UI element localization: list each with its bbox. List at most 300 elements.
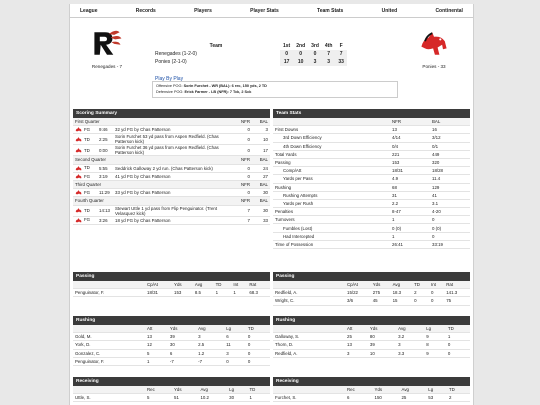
team-stat-label: 4th Down Efficiency: [273, 142, 390, 150]
player-stat: 0: [429, 297, 444, 305]
score-bal: 10: [252, 134, 270, 145]
team-stat-nfr: 0/4: [390, 142, 430, 150]
player-stat: 75: [444, 297, 470, 305]
players-of-game: [152, 81, 398, 98]
column-header: Int: [231, 281, 247, 289]
scoreboard: [70, 18, 473, 90]
scoring-play-row: [73, 205, 270, 216]
ponies-logo-icon: [75, 174, 82, 179]
column-header: Lg: [227, 386, 247, 394]
team-stat-bal: 33:19: [430, 240, 470, 248]
player-stat: 150: [373, 394, 400, 402]
play-description: Seddrick Galloway 2 yd run. (Chas Patterson kick): [113, 164, 236, 172]
team-stats-table: [273, 118, 470, 249]
column-header: Int: [429, 281, 444, 289]
column-header: Rat: [247, 281, 270, 289]
player-stat: 51: [172, 394, 198, 402]
rushing-left: [73, 316, 270, 366]
team-stat-nfr: 1: [390, 232, 430, 240]
rushing-right-title: Rushing: [273, 316, 470, 325]
scoring-play-row: [73, 126, 270, 134]
quarter-row: [73, 156, 270, 164]
team-stats-row: [273, 191, 470, 199]
player-stat: 8: [424, 341, 446, 349]
score-bal: 17: [252, 145, 270, 156]
player-table-header: [273, 386, 470, 394]
ponies-logo-icon: [416, 25, 452, 61]
receiving-left-title: Receiving: [73, 377, 270, 386]
player-stat: 12: [145, 341, 168, 349]
nav-united[interactable]: United: [381, 8, 398, 14]
team-stat-nfr: 0 (0): [390, 224, 430, 232]
ponies-logo-icon: [75, 190, 82, 195]
nav-records[interactable]: Records: [135, 8, 156, 14]
score-bal: 27: [252, 172, 270, 180]
player-stat: 1.2: [196, 349, 224, 357]
play-time: 3:19: [97, 172, 113, 180]
team-stat-label: Fumbles (Lost): [273, 224, 390, 232]
column-header: Rec: [345, 386, 373, 394]
score-nfr: 0: [236, 164, 252, 172]
column-header: Avg: [193, 281, 214, 289]
scoring-table: [73, 118, 270, 225]
team-stats-row: [273, 158, 470, 166]
quarter-col-a: NFR: [236, 197, 252, 205]
receiving-right: [273, 377, 470, 402]
column-header: Lg: [424, 325, 446, 333]
player-stat: 9: [424, 349, 446, 357]
linescore-team: Renegades (1-2-0): [155, 51, 197, 57]
player-stat: 2.5: [196, 341, 224, 349]
play-time: 0:00: [97, 145, 113, 156]
team-stat-nfr: 13: [390, 126, 430, 134]
player-table-header: [73, 325, 270, 333]
team-stats-row: [273, 134, 470, 142]
player-table-header: [73, 386, 270, 394]
play-type: FG: [84, 217, 91, 223]
play-by-play-link[interactable]: Play By Play: [155, 76, 184, 82]
play-type-cell: [73, 126, 97, 134]
page: [69, 4, 474, 405]
play-type-cell: [73, 172, 97, 180]
score-nfr: 0: [236, 189, 252, 197]
column-header: Avg: [198, 386, 227, 394]
player-name[interactable]: York, D.: [73, 341, 145, 349]
team-stats-bal-header: BAL: [430, 118, 470, 126]
player-header: [73, 325, 145, 333]
passing-left: [73, 272, 270, 297]
player-name[interactable]: Redfield, A.: [273, 349, 345, 357]
team-stat-bal: 449: [430, 150, 470, 158]
column-header: Avg: [396, 325, 424, 333]
player-header: [73, 281, 145, 289]
column-header: Yds: [172, 281, 193, 289]
column-header: TD: [214, 281, 232, 289]
player-stat: 1: [145, 357, 168, 365]
team-stat-bal: 18/28: [430, 167, 470, 175]
team-stats-label-header: [273, 118, 390, 126]
player-stat: 0: [224, 357, 246, 365]
player-stat: 0: [246, 333, 270, 341]
column-header: Lg: [426, 386, 447, 394]
passing-right-table: [273, 281, 470, 306]
player-stat: 18.3: [391, 289, 413, 297]
quarter-col-a: NFR: [236, 156, 252, 164]
player-stat: 8.5: [193, 289, 214, 297]
linescore-team: Ponies (2-1-0): [155, 59, 187, 65]
home-team: [82, 22, 132, 69]
team-stat-label: Total Yards: [273, 150, 390, 158]
player-stat: 13: [345, 341, 368, 349]
player-table-header: [273, 325, 470, 333]
ponies-logo-icon: [75, 208, 82, 213]
player-stat: 3: [396, 341, 424, 349]
player-name[interactable]: Redfield, A.: [273, 289, 345, 297]
column-header: Att: [145, 325, 168, 333]
passing-left-table: [73, 281, 270, 297]
linescore-final-header: F: [339, 43, 343, 49]
play-type-cell: [73, 216, 97, 224]
linescore-cell: 10: [293, 58, 308, 66]
player-stat: 6: [345, 394, 373, 402]
column-header: Yds: [168, 325, 196, 333]
play-type: TD: [84, 136, 90, 142]
player-name[interactable]: Thorn, D.: [273, 341, 345, 349]
play-type: FG: [84, 173, 91, 179]
renegades-logo-icon: [89, 25, 125, 61]
play-time: 14:13: [97, 205, 113, 216]
player-stat: 3: [196, 333, 224, 341]
rushing-right-table: [273, 325, 470, 358]
team-stat-bal: 0/1: [430, 142, 470, 150]
team-stat-label: Turnovers: [273, 216, 390, 224]
linescore-row: [152, 50, 347, 58]
play-time: 11:29: [97, 189, 113, 197]
team-stat-label: Passing: [273, 158, 390, 166]
linescore-q2-header: 2nd: [296, 43, 306, 49]
score-nfr: 0: [236, 172, 252, 180]
player-table-header: [273, 281, 470, 289]
play-type-cell: [73, 164, 97, 172]
player-stat: 39: [368, 341, 396, 349]
score-nfr: 0: [236, 145, 252, 156]
linescore-cell: 17: [280, 58, 293, 66]
player-stat: 3/6: [345, 297, 371, 305]
rushing-right: [273, 316, 470, 358]
linescore-cell: 0: [293, 50, 308, 58]
team-stat-bal: 0: [430, 216, 470, 224]
receiving-left: [73, 377, 270, 402]
player-name[interactable]: Gold, M.: [73, 333, 145, 341]
player-stat: 1: [214, 289, 232, 297]
linescore-cell: 33: [335, 58, 347, 66]
quarter-row: [73, 197, 270, 205]
ponies-logo-icon: [75, 166, 82, 171]
receiving-right-title: Receiving: [273, 377, 470, 386]
player-stat: 45: [371, 297, 391, 305]
player-name[interactable]: Wright, C.: [273, 297, 345, 305]
score-nfr: 0: [236, 134, 252, 145]
score-nfr: 7: [236, 216, 252, 224]
team-stats-row: [273, 150, 470, 158]
player-stat: 68.3: [247, 289, 270, 297]
team-stat-nfr: 8-47: [390, 208, 430, 216]
play-type: TD: [84, 207, 90, 213]
nav-league[interactable]: League: [80, 8, 98, 14]
player-header: [273, 325, 345, 333]
quarter-label: Fourth Quarter: [73, 197, 236, 205]
team-stat-bal: 41: [430, 191, 470, 199]
player-table-header: [73, 281, 270, 289]
player-stat: 275: [371, 289, 391, 297]
scoring-summary-title: Scoring Summary: [73, 109, 270, 118]
play-description: 18 yd FG by Chas Patterson: [113, 216, 236, 224]
quarter-label: Second Quarter: [73, 156, 236, 164]
team-stats-row: [273, 232, 470, 240]
player-stat: 15: [391, 297, 413, 305]
team-stat-bal: 16: [430, 126, 470, 134]
play-type: TD: [84, 165, 90, 171]
play-description: 32 yd FG by Chas Patterson: [113, 126, 236, 134]
player-stat: 0: [446, 341, 470, 349]
player-row: [73, 289, 270, 297]
team-stat-bal: 3/12: [430, 134, 470, 142]
ponies-logo-icon: [75, 218, 82, 223]
team-stats-row: [273, 208, 470, 216]
column-header: Rec: [145, 386, 172, 394]
nav-continental[interactable]: Continental: [435, 8, 463, 14]
linescore-q3-header: 3rd: [311, 43, 319, 49]
away-team: [409, 22, 459, 69]
player-header: [273, 386, 345, 394]
score-nfr: 7: [236, 205, 252, 216]
team-stat-nfr: 153: [390, 158, 430, 166]
player-row: [273, 289, 470, 297]
team-stat-nfr: 221: [390, 150, 430, 158]
column-header: Cp/At: [345, 281, 371, 289]
player-row: [73, 341, 270, 349]
play-time: 2:25: [97, 134, 113, 145]
team-stats-row: [273, 183, 470, 191]
team-stat-label: First Downs: [273, 126, 390, 134]
player-name[interactable]: Uttle, S.: [73, 394, 145, 402]
player-header: [273, 281, 345, 289]
quarter-label: First Quarter: [73, 118, 236, 126]
player-stat: 6: [168, 349, 196, 357]
linescore-header: [152, 42, 347, 50]
rushing-left-table: [73, 325, 270, 366]
team-stat-bal: 320: [430, 158, 470, 166]
linescore-q1-header: 1st: [283, 43, 291, 49]
team-stat-nfr: 18/31: [390, 167, 430, 175]
player-row: [73, 357, 270, 365]
quarter-col-a: NFR: [236, 180, 252, 188]
team-stat-bal: 129: [430, 183, 470, 191]
quarter-col-a: NFR: [236, 118, 252, 126]
team-stat-nfr: 1: [390, 216, 430, 224]
column-header: TD: [447, 386, 470, 394]
team-stat-label: Rushing: [273, 183, 390, 191]
linescore-q4-header: 4th: [324, 43, 333, 49]
column-header: TD: [247, 386, 270, 394]
player-stat: 25: [399, 394, 426, 402]
column-header: Yds: [371, 281, 391, 289]
team-stat-label: Comp/Att: [273, 167, 390, 175]
play-type-cell: [73, 205, 97, 216]
team-stat-label: Had Intercepted: [273, 232, 390, 240]
away-team-name: Ponies - 33: [422, 64, 446, 69]
score-bal: 30: [252, 189, 270, 197]
column-header: Att: [345, 325, 368, 333]
player-stat: 6: [224, 333, 246, 341]
player-row: [273, 341, 470, 349]
player-stat: 153: [172, 289, 193, 297]
team-stat-nfr: 68: [390, 183, 430, 191]
score-bal: 24: [252, 164, 270, 172]
player-stat: 39: [168, 333, 196, 341]
team-stat-bal: 0 (0): [430, 224, 470, 232]
column-header: Yds: [373, 386, 400, 394]
quarter-col-b: BAL: [252, 118, 270, 126]
linescore-team-header: Team: [209, 43, 223, 49]
scoring-play-row: [73, 172, 270, 180]
player-stat: -7: [168, 357, 196, 365]
player-stat: 3: [345, 349, 368, 357]
quarter-label: Third Quarter: [73, 180, 236, 188]
play-description: 41 yd FG by Chas Patterson: [113, 172, 236, 180]
player-stat: 0: [429, 289, 444, 297]
team-stat-label: 3rd Down Efficiency: [273, 134, 390, 142]
team-stats-row: [273, 240, 470, 248]
play-type-cell: [73, 189, 97, 197]
play-time: 9:46: [97, 126, 113, 134]
player-header: [73, 386, 145, 394]
quarter-col-b: BAL: [252, 156, 270, 164]
linescore-row: [152, 58, 347, 66]
player-stat: 2: [412, 289, 429, 297]
linescore-table: [152, 42, 347, 66]
team-stats-header: [273, 118, 470, 126]
team-stat-nfr: 2.2: [390, 199, 430, 207]
play-description: Sorin Furchet 53 yd pass from Aspen Redfield. (Chas Patterson kick): [113, 134, 236, 145]
defensive-pog: [156, 90, 394, 96]
quarter-row: [73, 180, 270, 188]
team-stats-row: [273, 199, 470, 207]
team-stat-nfr: 4/14: [390, 134, 430, 142]
team-stat-label: Rushing Attempts: [273, 191, 390, 199]
play-type-cell: [73, 134, 97, 145]
player-name[interactable]: Furchet, S.: [273, 394, 345, 402]
home-team-name: Renegades - 7: [91, 64, 123, 69]
player-stat: 30: [168, 341, 196, 349]
passing-right-title: Passing: [273, 272, 470, 281]
player-row: [273, 349, 470, 357]
top-nav: [70, 4, 473, 18]
column-header: Lg: [224, 325, 246, 333]
player-row: [73, 333, 270, 341]
score-bal: 30: [252, 205, 270, 216]
player-stat: 0: [246, 341, 270, 349]
linescore-cell: 0: [308, 50, 322, 58]
team-stats-row: [273, 126, 470, 134]
nav-players[interactable]: Players: [194, 8, 212, 14]
player-stat: 9: [424, 333, 446, 341]
player-stat: 25: [345, 333, 368, 341]
quarter-row: [73, 118, 270, 126]
team-stat-bal: 3.1: [430, 199, 470, 207]
player-stat: 30: [227, 394, 247, 402]
player-name[interactable]: Penguinator, F.: [73, 289, 145, 297]
nav-player-stats[interactable]: Player Stats: [250, 8, 279, 14]
player-row: [73, 394, 270, 402]
offensive-pog-label: Offensive POG:: [156, 84, 183, 88]
player-stat: 18/31: [145, 289, 172, 297]
team-stat-nfr: 26:41: [390, 240, 430, 248]
column-header: Cp/At: [145, 281, 172, 289]
column-header: Rat: [444, 281, 470, 289]
play-type: TD: [84, 147, 90, 153]
linescore-cell: 7: [335, 50, 347, 58]
player-stat: 10: [368, 349, 396, 357]
team-stats-row: [273, 142, 470, 150]
player-stat: 80: [368, 333, 396, 341]
player-name[interactable]: Gonzalez, C.: [73, 349, 145, 357]
column-header: TD: [446, 325, 470, 333]
team-stat-label: Time of Possession: [273, 240, 390, 248]
rushing-left-title: Rushing: [73, 316, 270, 325]
nav-team-stats[interactable]: Team Stats: [317, 8, 344, 14]
player-stat: 0: [446, 349, 470, 357]
team-stat-bal: 4-20: [430, 208, 470, 216]
team-stat-label: Penalties: [273, 208, 390, 216]
scoring-summary: [73, 109, 270, 225]
team-stats-row: [273, 216, 470, 224]
offensive-pog-value: Sorin Furchet - WR (BAL): 6 rec, 150 yds, 2 TD: [183, 84, 267, 88]
player-stat: 0: [246, 349, 270, 357]
player-stat: 15/22: [345, 289, 371, 297]
player-stat: 3: [224, 349, 246, 357]
column-header: Avg: [196, 325, 224, 333]
player-row: [273, 297, 470, 305]
team-stats-title: Team Stats: [273, 109, 470, 118]
scoring-play-row: [73, 164, 270, 172]
play-type: FG: [84, 127, 91, 133]
receiving-left-table: [73, 386, 270, 402]
player-name[interactable]: Penguinator, F.: [73, 357, 145, 365]
passing-right: [273, 272, 470, 306]
play-time: 3:26: [97, 216, 113, 224]
score-bal: 3: [252, 126, 270, 134]
ponies-logo-icon: [75, 137, 82, 142]
scoring-play-row: [73, 134, 270, 145]
scoring-play-row: [73, 216, 270, 224]
team-stat-label: Yards per Pass: [273, 175, 390, 183]
player-stat: 3.2: [396, 333, 424, 341]
player-stat: 0: [246, 357, 270, 365]
player-stat: 3.3: [396, 349, 424, 357]
play-description: Sorin Furchet 36 yd pass from Aspen Redfield. (Chas Patterson kick): [113, 145, 236, 156]
column-header: TD: [412, 281, 429, 289]
column-header: Yds: [172, 386, 198, 394]
column-header: Avg: [391, 281, 413, 289]
player-row: [273, 394, 470, 402]
player-name[interactable]: Galloway, S.: [273, 333, 345, 341]
play-type: FG: [84, 190, 91, 196]
passing-left-title: Passing: [73, 272, 270, 281]
team-stats-nfr-header: NFR: [390, 118, 430, 126]
team-stats-row: [273, 175, 470, 183]
play-description: Stewart Uttle 1 yd pass from Flip Penguinator. (Trent Velasquez kick): [113, 205, 236, 216]
